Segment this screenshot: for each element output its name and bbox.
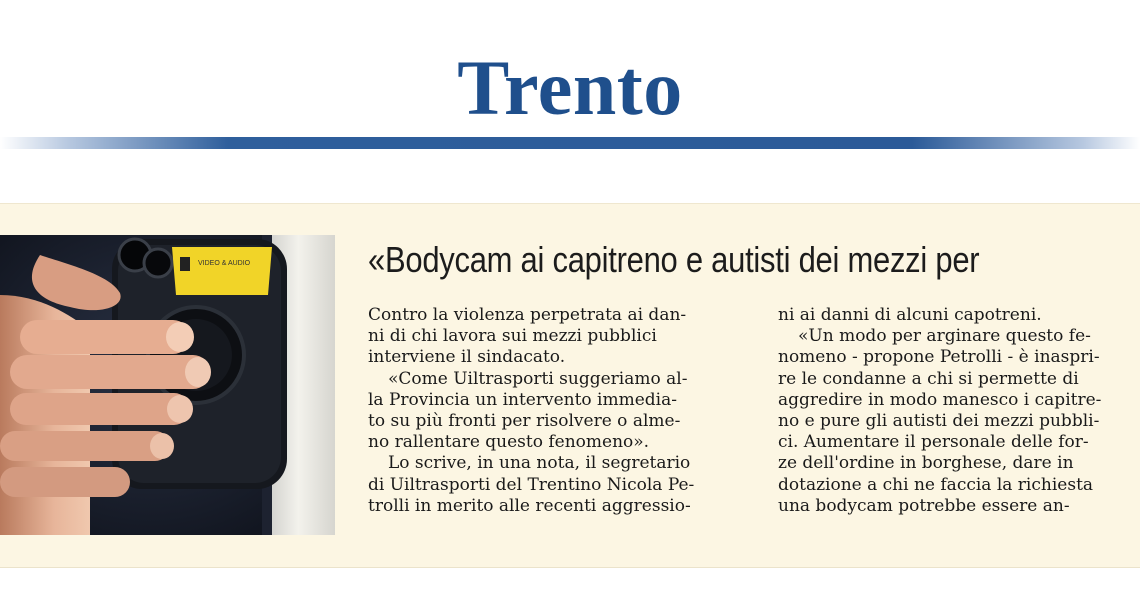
article-column-2	[778, 305, 1140, 517]
article-line: trolli in merito alle recenti aggressio-	[368, 495, 691, 516]
article-line: di Uiltrasporti del Trentino Nicola Pe-	[368, 474, 695, 495]
article-line: «Un modo per arginare questo fe-	[798, 326, 1091, 347]
article-line: to su più fronti per risolvere o alme-	[368, 411, 681, 432]
article-line: no rallentare questo fenomeno».	[368, 432, 650, 453]
bodycam-photo-illustration	[0, 235, 335, 535]
article-line: la Provincia un intervento immedia-	[368, 389, 677, 410]
article-line: aggredire in modo manesco i capitre-	[778, 389, 1102, 410]
article-line: no e pure gli autisti dei mezzi pubbli-	[778, 411, 1100, 432]
masthead-title: Trento	[457, 44, 683, 131]
article-line: Contro la violenza perpetrata ai dan-	[368, 305, 687, 325]
article-line: ci. Aumentare il personale delle for-	[778, 432, 1089, 453]
bodycam-photo	[0, 235, 335, 535]
article-line: ze dell'ordine in borghese, dare in	[778, 453, 1074, 474]
article-line: dotazione a chi ne faccia la richiesta	[778, 474, 1094, 495]
article-line: nomeno - propone Petrolli - è inaspri-	[778, 347, 1100, 368]
article-line: ni ai danni di alcuni capotreni.	[778, 305, 1042, 325]
article-line: Lo scrive, in una nota, il segretario	[388, 453, 691, 474]
article-line: re le condanne a chi si permette di	[778, 368, 1079, 389]
article-column-1	[368, 305, 748, 517]
article-line: una bodycam potrebbe essere an-	[778, 495, 1070, 516]
article-line: ni di chi lavora sui mezzi pubblici	[368, 326, 657, 347]
masthead-rule	[0, 137, 1140, 149]
article-headline: «Bodycam ai capitreno e autisti dei mezzi per	[368, 239, 980, 280]
camera-label: VIDEO & AUDIO	[198, 260, 251, 267]
article-line: interviene il sindacato.	[368, 347, 566, 368]
article-line: «Come Uiltrasporti suggeriamo al-	[388, 368, 688, 389]
